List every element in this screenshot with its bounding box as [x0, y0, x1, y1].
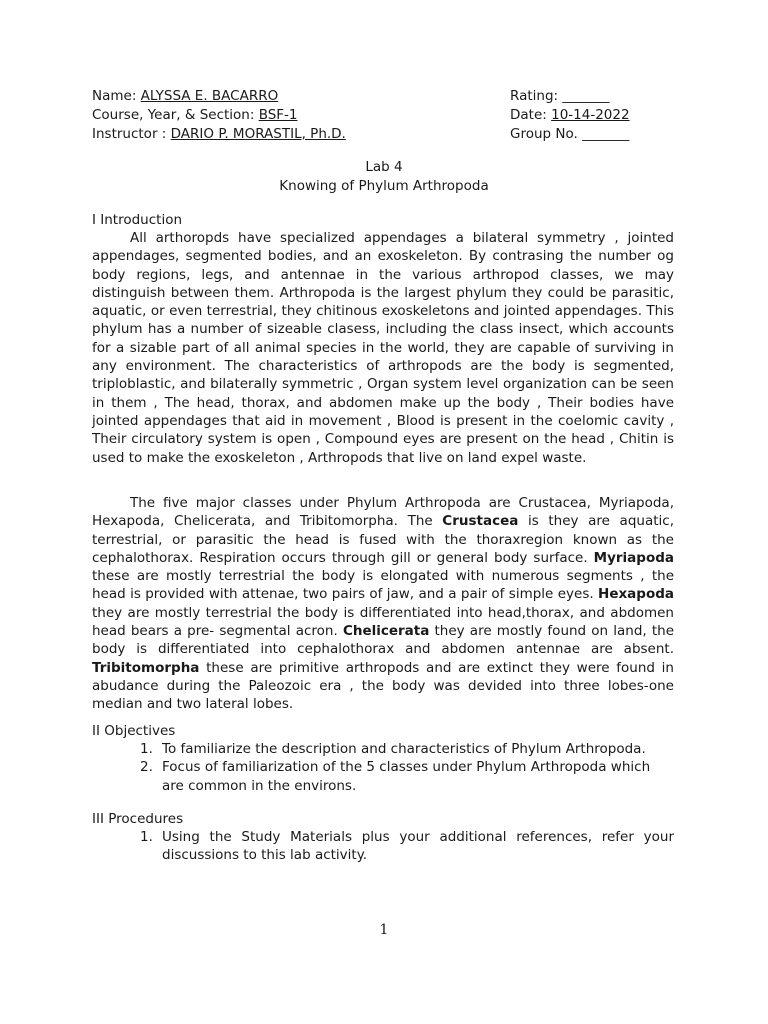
list-item-text: Using the Study Materials plus your additional references, refer your discussions to this lab activity. [162, 829, 674, 864]
instructor-value: DARIO P. MORASTIL, Ph.D. [170, 126, 346, 142]
course-line [92, 106, 346, 125]
date-line [510, 106, 630, 125]
instructor-label: Instructor : [92, 126, 171, 142]
name-value: ALYSSA E. BACARRO [140, 88, 279, 104]
rating-value: _______ [562, 88, 610, 104]
class-tribitomorpha: Tribitomorpha [92, 659, 200, 676]
rating-line [510, 87, 630, 106]
introduction-paragraph-1: All arthoropds have specialized appendages a bilateral symmetry , jointed appendages, segmented bodies, and an exoskeleton. By contrasing the number og body regions, legs, and antennae in the various arthropod classes, we may distinguish between them. Arthropoda is the largest phylum they could be parasitic, aquatic, or even terrestrial, they chitinous exoskeletons and jointed appendages. This phylum has a number of sizeable clasess, including the class insect, which accounts for a sizable part of all animal species in the world, they are capable of surviving in any environment. The characteristics of arthropods are the body is segmented, triploblastic, and bilaterally symmetric , Organ system level organization can be seen in them , The head, thorax, and abdomen make up the body , Their bodies have jointed appendages that aid in movement , Blood is present in the coelomic cavity , Their circulatory system is open , Compound eyes are present on the head , Chitin is used to make the exoskeleton , Arthropods that live on land expel waste. [92, 230, 674, 466]
p2-text-c: these are mostly terrestrial the body is elongated with numerous segments , the head is provided with attenae, two pairs of jaw, and a pair of simple eyes. [92, 568, 674, 603]
grading-info-block [510, 87, 630, 144]
course-value: BSF-1 [258, 107, 298, 123]
class-chelicerata: Chelicerata [342, 623, 430, 640]
p2-text-e: they are mostly found on land, the body is differentiated into cephalothorax and abdomen antennae are absent. [92, 623, 674, 658]
class-hexapoda: Hexapoda [598, 586, 674, 603]
list-item-number: 2. [140, 759, 153, 776]
class-crustacea: Crustacea [442, 513, 519, 530]
instructor-line [92, 125, 346, 144]
name-line [92, 87, 346, 106]
lab-number: Lab 4 [365, 159, 403, 175]
list-item [140, 740, 674, 758]
date-label: Date: [510, 107, 552, 123]
course-label: Course, Year, & Section: [92, 107, 259, 123]
group-label: Group No. [510, 126, 583, 142]
name-label: Name: [92, 88, 141, 104]
list-item [140, 828, 674, 865]
group-value: _______ [582, 126, 630, 142]
p2-text-f: these are primitive arthropods and are extinct they were found in abudance during the Paleozoic era , the body was devided into three lobes-one median and two lateral lobes. [92, 659, 674, 713]
page-number: 1 [379, 922, 389, 938]
p2-text-a: The five major classes under Phylum Arthropoda are Crustacea, Myriapoda, Hexapoda, Chelicerata, and Tribitomorpha. The [92, 495, 674, 530]
list-item-text: Focus of familiarization of the 5 classes under Phylum Arthropoda which are common in the environs. [162, 759, 651, 794]
rating-label: Rating: [510, 88, 563, 104]
introduction-paragraph-2 [92, 494, 674, 714]
date-value: 10-14-2022 [551, 107, 630, 123]
list-item-number: 1. [140, 741, 153, 757]
class-myriapoda: Myriapoda [593, 549, 674, 566]
list-item-number: 1. [140, 829, 153, 845]
p2-text-d: they are mostly terrestrial the body is differentiated into head,thorax, and abdomen head bears a pre- segmental acron. [92, 604, 674, 640]
lab-title: Knowing of Phylum Arthropoda [279, 178, 489, 194]
objectives-heading: II Objectives [92, 723, 176, 739]
student-info-block [92, 87, 346, 144]
introduction-heading: I Introduction [92, 212, 183, 228]
group-line [510, 125, 630, 144]
list-item-text: To familiarize the description and characteristics of Phylum Arthropoda. [162, 741, 646, 757]
procedures-list [140, 828, 674, 865]
objectives-list [140, 740, 674, 795]
list-item [140, 758, 674, 795]
procedures-heading: III Procedures [92, 811, 184, 827]
p2-text-b: is they are aquatic, terrestrial, or parasitic the head is fused with the thoraxregion known as the cephalothorax. Respiration occurs through gill or general body surface. [92, 513, 674, 566]
